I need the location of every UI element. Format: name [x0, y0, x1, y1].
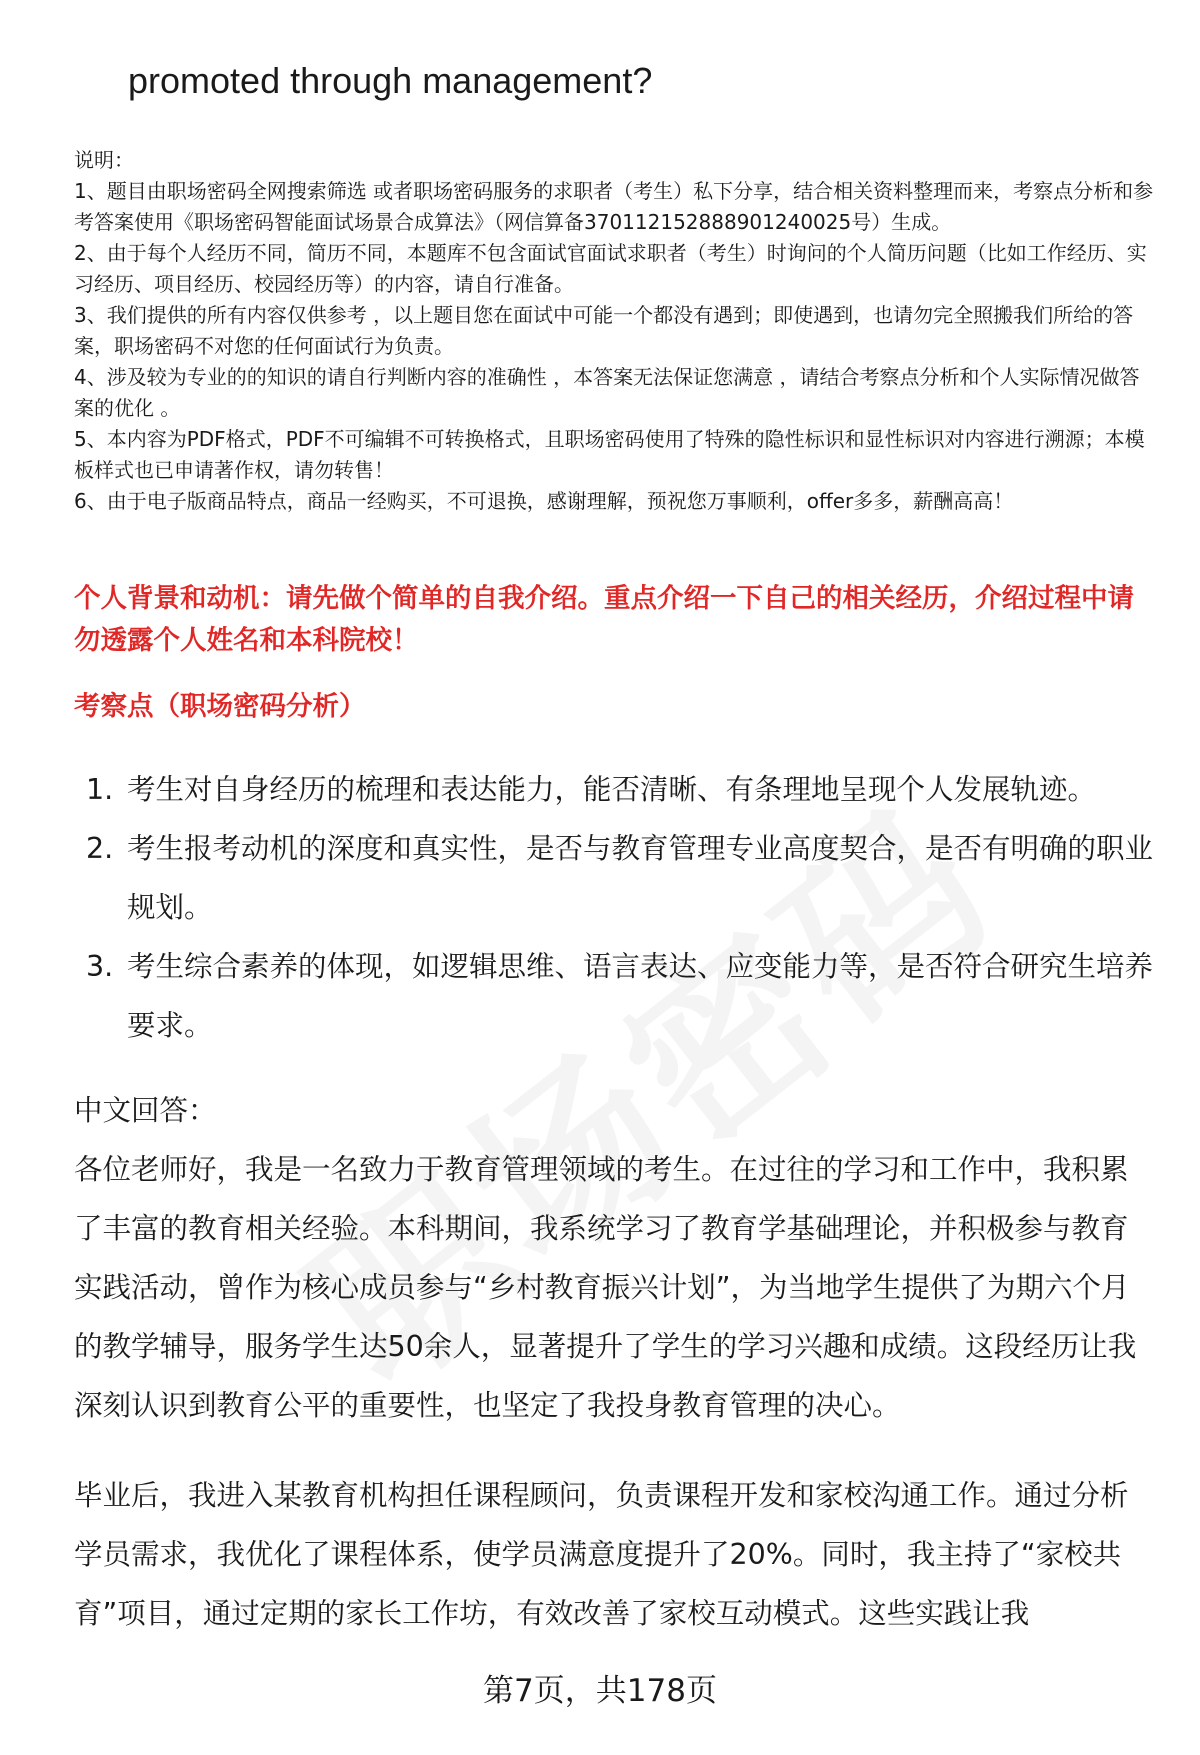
points-heading: 考察点（职场密码分析） — [74, 691, 366, 722]
notes-item: 6、由于电子版商品特点，商品一经购买，不可退换，感谢理解，预祝您万事顺利，offer多多，薪酬高高！ — [74, 489, 1014, 513]
list-item-number: 1. — [86, 773, 114, 806]
notes-item: 2、由于每个人经历不同，简历不同，本题库不包含面试官面试求职者（考生）时询问的个人简历问题（比如工作经历、实习经历、项目经历、校园经历等）的内容，请自行准备。 — [74, 241, 1147, 296]
list-item — [74, 819, 1154, 937]
notes-item: 5、本内容为PDF格式，PDF不可编辑不可转换格式，且职场密码使用了特殊的隐性标识和显性标识对内容进行溯源；本模板样式也已申请著作权，请勿转售！ — [74, 427, 1145, 482]
question-heading: 个人背景和动机：请先做个简单的自我介绍。重点介绍一下自己的相关经历，介绍过程中请勿透露个人姓名和本科院校！ — [74, 583, 1134, 656]
list-item-text: 考生综合素养的体现，如逻辑思维、语言表达、应变能力等，是否符合研究生培养要求。 — [127, 950, 1154, 1042]
points-list — [74, 760, 1154, 1055]
answer-paragraph: 毕业后，我进入某教育机构担任课程顾问，负责课程开发和家校沟通工作。通过分析学员需求，我优化了课程体系，使学员满意度提升了20%。同时，我主持了“家校共育”项目，通过定期的家长工作坊，有效改善了家校互动模式。这些实践让我 — [74, 1479, 1129, 1630]
list-item — [74, 760, 1154, 819]
list-item-number: 2. — [86, 832, 114, 865]
notes-item: 3、我们提供的所有内容仅供参考 ，以上题目您在面试中可能一个都没有遇到；即使遇到，也请勿完全照搬我们所给的答案，职场密码不对您的任何面试行为负责。 — [74, 303, 1134, 358]
page-number: 第7页，共178页 — [483, 1673, 717, 1709]
list-item-text: 考生报考动机的深度和真实性，是否与教育管理专业高度契合，是否有明确的职业规划。 — [127, 832, 1154, 924]
notes-title: 说明： — [74, 148, 134, 172]
notes-item: 1、题目由职场密码全网搜索筛选 或者职场密码服务的求职者（考生）私下分享，结合相关资料整理而来，考察点分析和参考答案使用《职场密码智能面试场景合成算法》（网信算备370112152888901240025号）生成。 — [74, 179, 1154, 234]
list-item-number: 3. — [86, 950, 114, 983]
question-continuation: promoted through management? — [128, 60, 653, 101]
list-item-text: 考生对自身经历的梳理和表达能力，能否清晰、有条理地呈现个人发展轨迹。 — [127, 773, 1097, 806]
answer-label: 中文回答： — [74, 1094, 217, 1127]
notes-block — [74, 145, 1154, 517]
list-item — [74, 937, 1154, 1055]
notes-item: 4、涉及较为专业的的知识的请自行判断内容的准确性 ，本答案无法保证您满意 ，请结合考察点分析和个人实际情况做答案的优化 。 — [74, 365, 1140, 420]
answer-paragraph: 各位老师好，我是一名致力于教育管理领域的考生。在过往的学习和工作中，我积累了丰富的教育相关经验。本科期间，我系统学习了教育学基础理论，并积极参与教育实践活动，曾作为核心成员参与“乡村教育振兴计划”，为当地学生提供了为期六个月的教学辅导，服务学生达50余人，显著提升了学生的学习兴趣和成绩。这段经历让我深刻认识到教育公平的重要性，也坚定了我投身教育管理的决心。 — [74, 1153, 1137, 1422]
